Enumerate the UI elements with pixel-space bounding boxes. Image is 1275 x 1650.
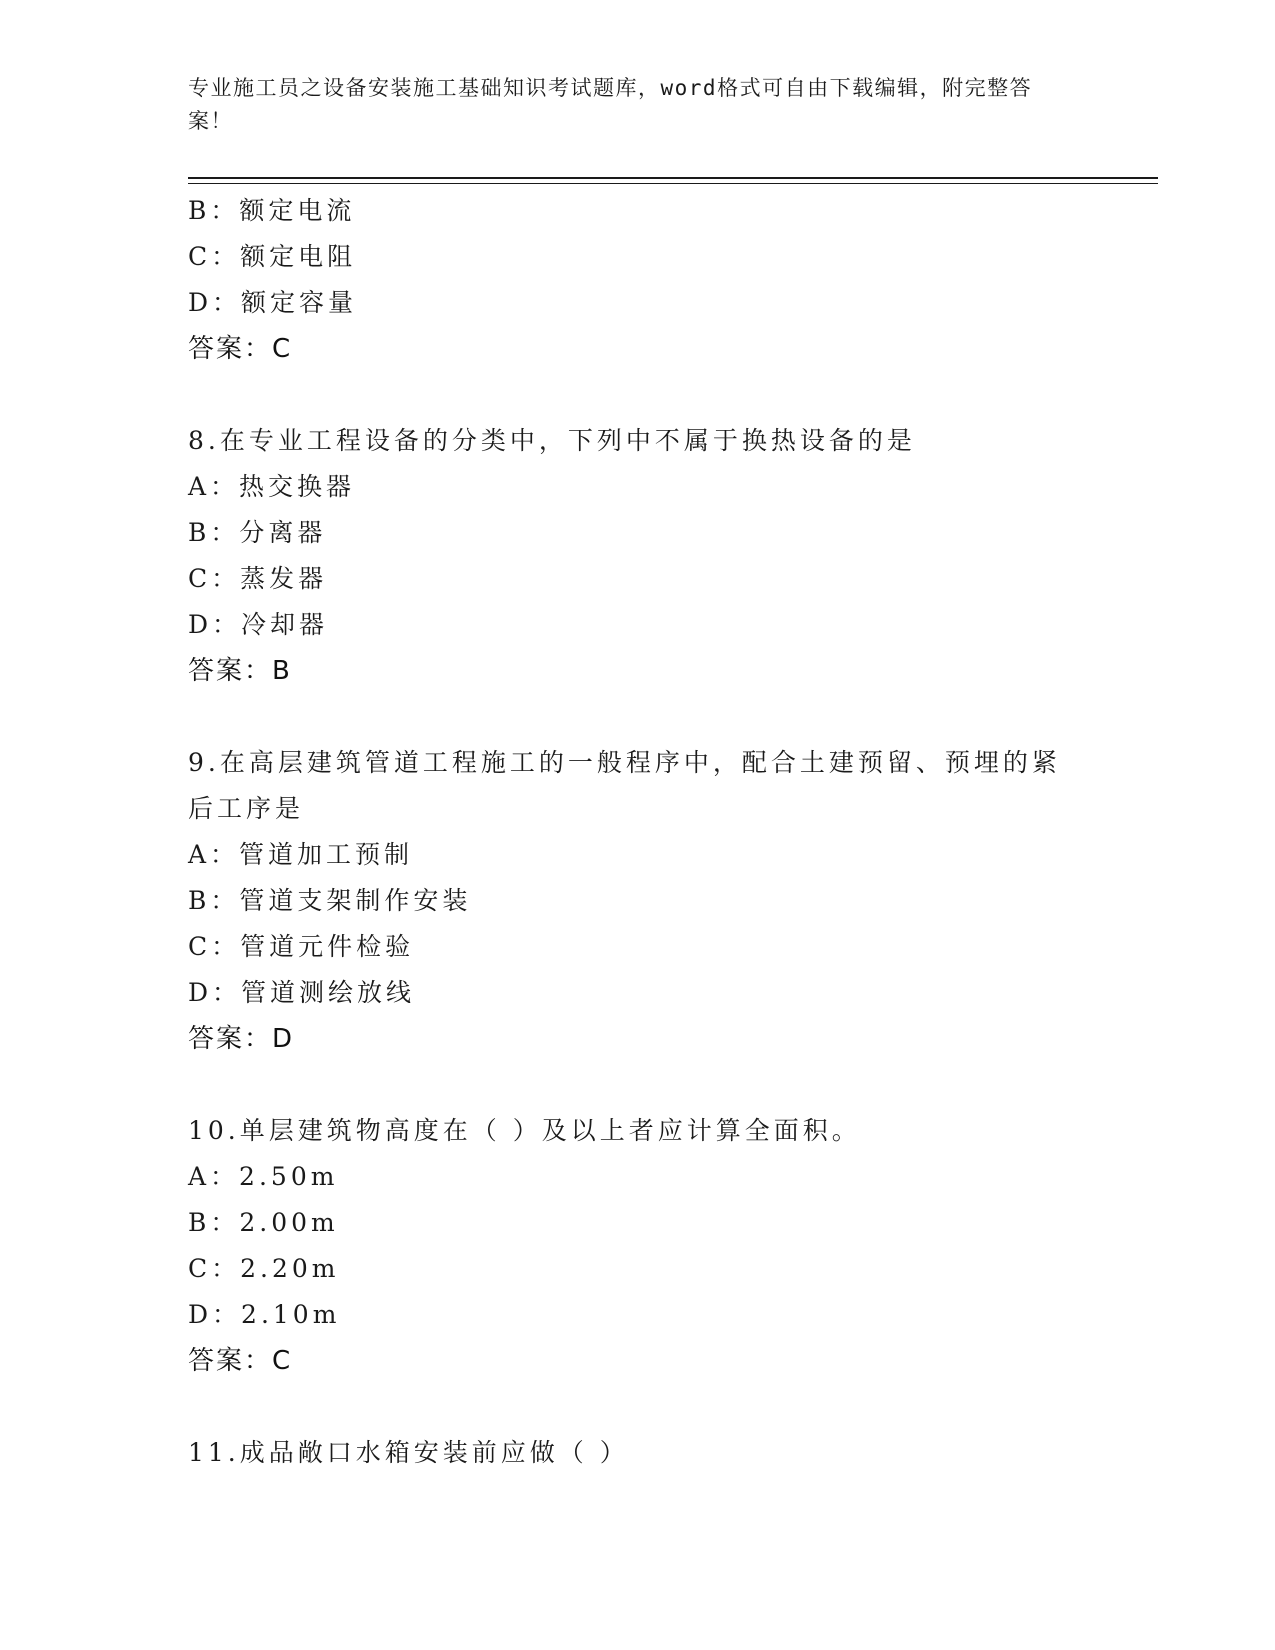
- question-stem: 11.成品敞口水箱安装前应做（ ）: [188, 1438, 629, 1467]
- question-partial: [188, 188, 1088, 372]
- option-d: D：额定容量: [188, 288, 358, 317]
- option-b: B：2.00m: [188, 1208, 339, 1237]
- option-c: C：额定电阻: [188, 242, 357, 271]
- question-11: [188, 1430, 1088, 1476]
- option-b: B：分离器: [188, 518, 327, 547]
- question-stem: 9.在高层建筑管道工程施工的一般程序中，配合土建预留、预埋的紧后工序是: [188, 748, 1061, 823]
- question-10: [188, 1108, 1088, 1384]
- answer-line: 答案：C: [188, 1346, 293, 1376]
- option-d: D：管道测绘放线: [188, 978, 416, 1007]
- question-stem: 10.单层建筑物高度在（ ）及以上者应计算全面积。: [188, 1116, 861, 1145]
- option-c: C：蒸发器: [188, 564, 328, 593]
- option-b: B：管道支架制作安装: [188, 886, 472, 915]
- header-rule-thin: [188, 183, 1158, 184]
- option-a: A：热交换器: [188, 472, 356, 501]
- document-header: 专业施工员之设备安装施工基础知识考试题库，word格式可自由下载编辑，附完整答案！: [188, 76, 1033, 133]
- document-content: [188, 188, 1088, 1476]
- question-8: [188, 418, 1088, 694]
- answer-line: 答案：D: [188, 1024, 295, 1054]
- question-9: [188, 740, 1088, 1062]
- option-b: B：额定电流: [188, 196, 356, 225]
- question-stem: 8.在专业工程设备的分类中，下列中不属于换热设备的是: [188, 426, 916, 455]
- option-a: A：管道加工预制: [188, 840, 414, 869]
- option-c: C：2.20m: [188, 1254, 340, 1283]
- option-c: C：管道元件检验: [188, 932, 415, 961]
- option-d: D：冷却器: [188, 610, 329, 639]
- answer-line: 答案：B: [188, 656, 292, 686]
- option-d: D：2.10m: [188, 1300, 341, 1329]
- answer-line: 答案：C: [188, 334, 293, 364]
- header-rule-thick: [188, 177, 1158, 179]
- option-a: A：2.50m: [188, 1162, 339, 1191]
